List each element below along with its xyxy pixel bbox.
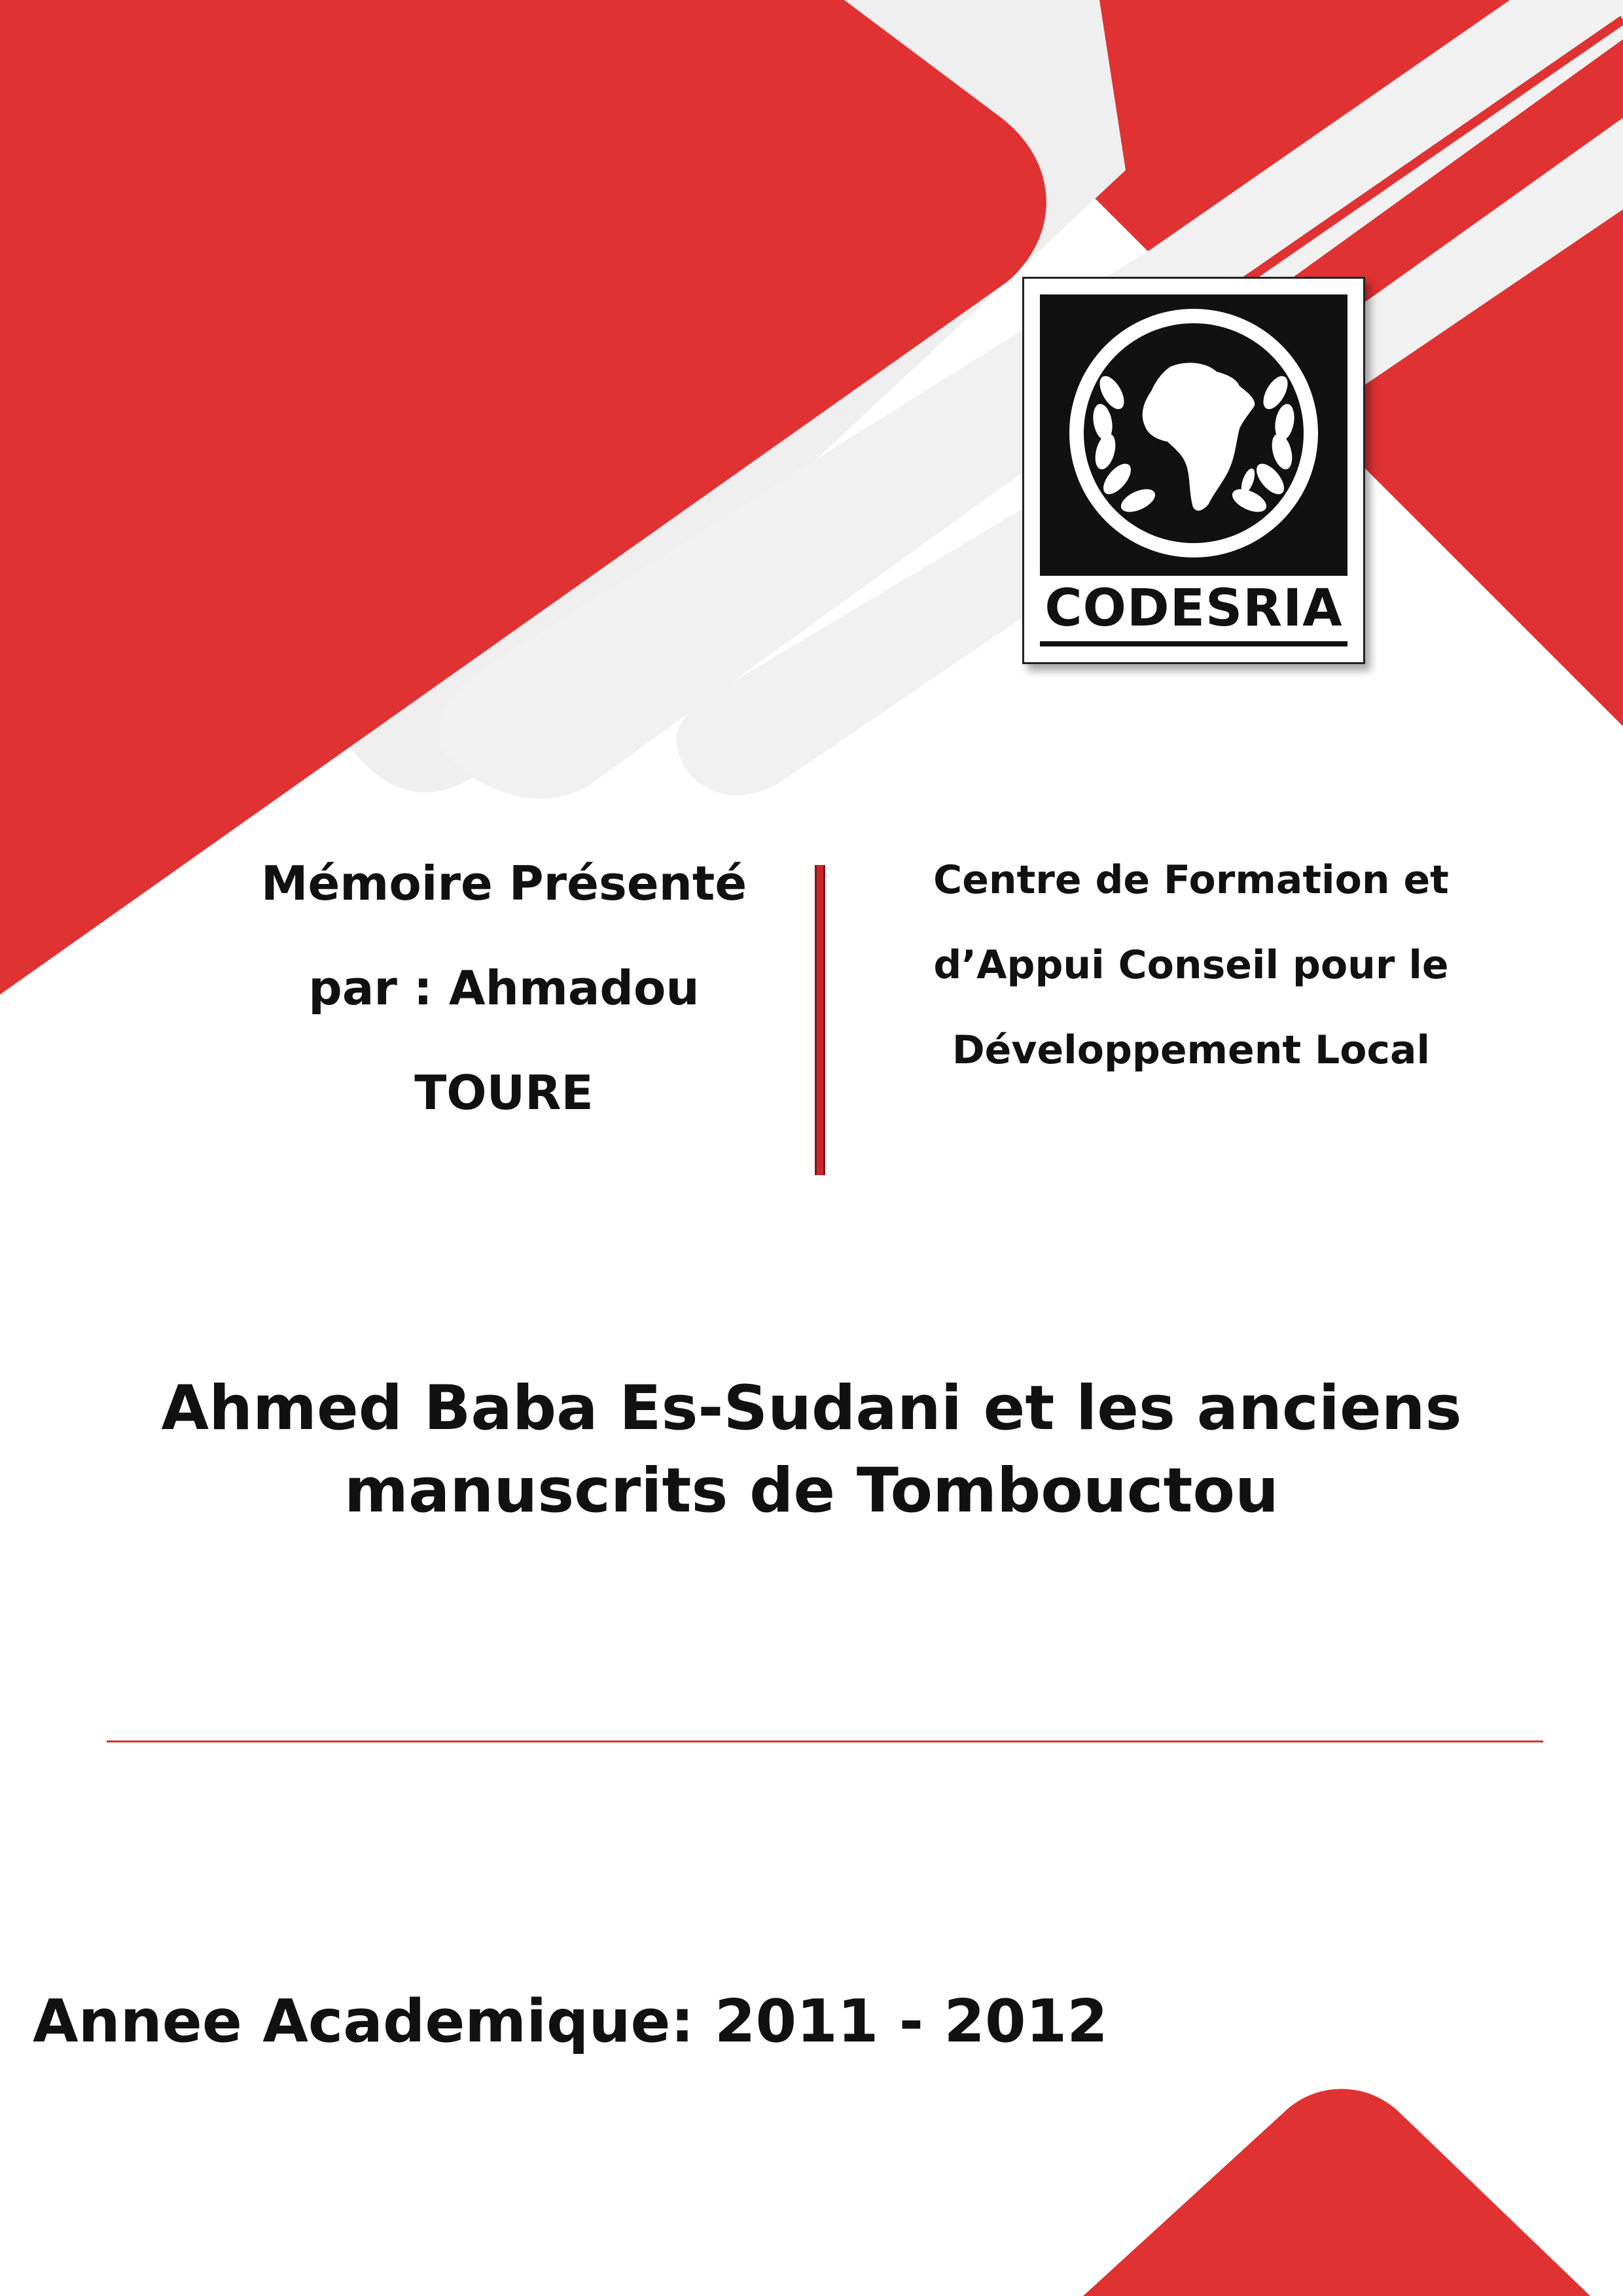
academic-year: Annee Academique: 2011 - 2012 <box>33 1987 1108 2056</box>
presenter-info: Mémoire Présenté par : Ahmadou TOURE <box>260 856 747 1120</box>
logo-panel <box>1040 294 1347 646</box>
africa-laurel-emblem-icon <box>1040 294 1347 569</box>
vertical-divider <box>815 865 825 1175</box>
document-title: Ahmed Baba Es-Sudani et les anciens manuscrits de Tombouctou <box>161 1373 1462 1527</box>
red-triangle-bottom-right <box>1083 2089 1590 2296</box>
logo-wordmark: CODESRIA <box>1040 576 1347 641</box>
codesria-logo <box>1022 277 1365 664</box>
organization-name: Centre de Formation et d’Appui Conseil pour le Développement Local <box>933 857 1449 1073</box>
horizontal-divider <box>107 1740 1543 1742</box>
